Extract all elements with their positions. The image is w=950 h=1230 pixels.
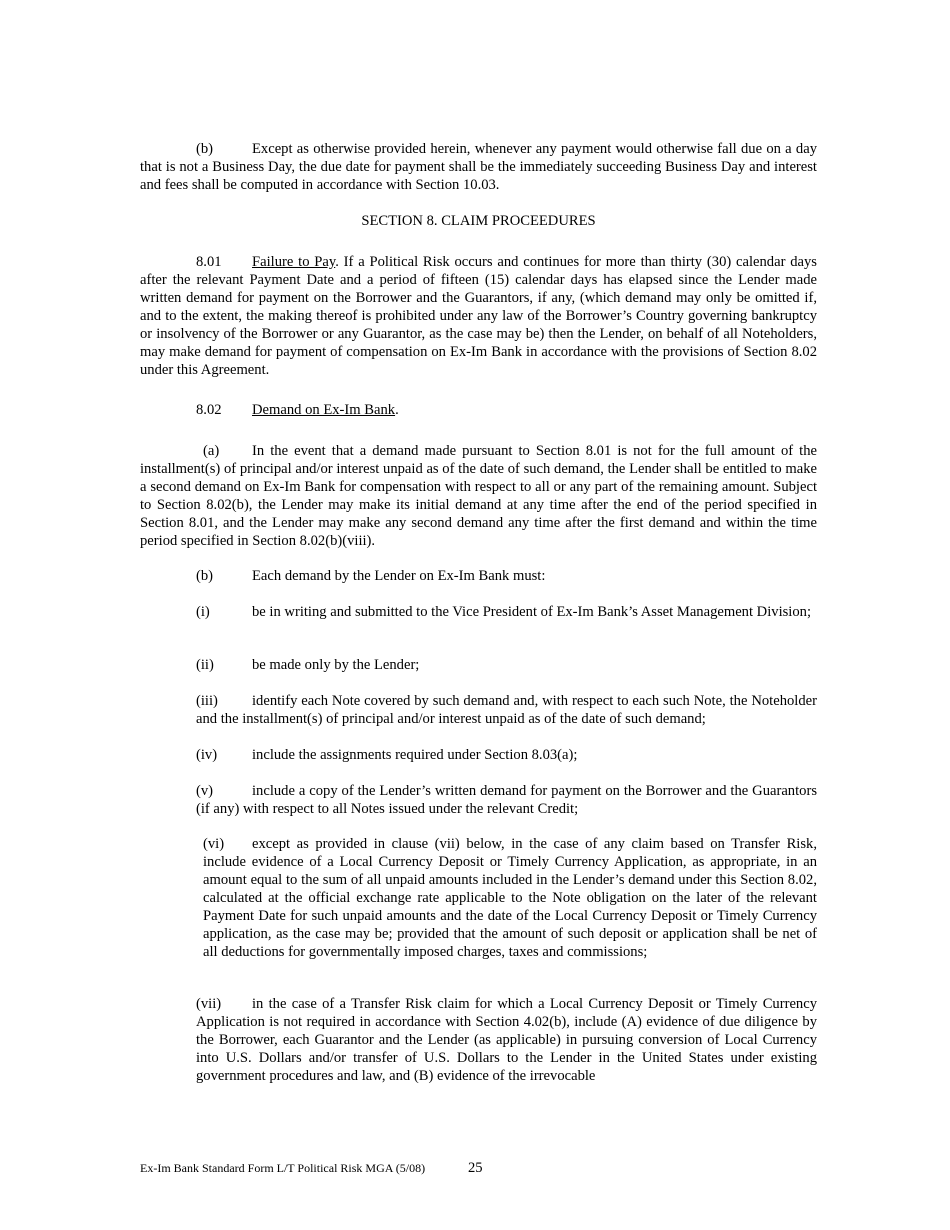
item-text: be in writing and submitted to the Vice President of Ex-Im Bank’s Asset Management Division;	[252, 604, 812, 620]
section-number: 8.02	[196, 402, 222, 418]
item-text: identify each Note covered by such demand and, with respect to each such Note, the Noteholder and the installment(s) of principal and/or interest unpaid as of the date of such demand;	[196, 693, 817, 727]
section-title-suffix: .	[395, 402, 399, 418]
list-item	[196, 782, 817, 818]
list-item	[196, 995, 817, 1085]
item-label: (ii)	[196, 657, 214, 673]
paragraph-label: (b)	[196, 568, 214, 584]
paragraph-label: (a)	[203, 443, 220, 459]
item-text: except as provided in clause (vii) below, in the case of any claim based on Transfer Risk, include evidence of a Local Currency Deposit or Timely Currency Application, as appropriate, in an amount equal to the sum of all unpaid amounts included in the Lender’s demand under this Section 8.02, calculated at the official exchange rate applicable to the Note obligation on the later of the relevant Payment Date for such unpaid amounts and the date of the Local Currency Deposit or Timely Currency application, as the case may be; provided that the amount of such deposit or application shall be net of all deductions for governmentally imposed charges, taxes and commissions;	[203, 836, 817, 960]
paragraph-label: (b)	[196, 141, 214, 157]
section-8-02-a	[140, 442, 817, 550]
paragraph-text: In the event that a demand made pursuant to Section 8.01 is not for the full amount of the installment(s) of principal and/or interest unpaid as of the date of such demand, the Lender shall be entitled to make a second demand on Ex-Im Bank for compensation with respect to all or any part of the remaining amount. Subject to Section 8.02(b), the Lender may make its initial demand at any time after the end of the period specified in Section 8.01, and the Lender may make any second demand any time after the first demand and within the time period specified in Section 8.02(b)(viii).	[140, 443, 817, 549]
item-text: be made only by the Lender;	[252, 657, 420, 673]
list-item	[196, 656, 817, 674]
item-label: (iii)	[196, 693, 218, 709]
section-heading: SECTION 8. CLAIM PROCEEDURES	[361, 213, 596, 229]
item-text: include the assignments required under Section 8.03(a);	[252, 747, 578, 763]
list-item	[196, 603, 817, 621]
paragraph-b-top	[140, 140, 817, 194]
footer-form-name: Ex-Im Bank Standard Form L/T Political Risk MGA (5/08)	[140, 1161, 426, 1175]
section-text: . If a Political Risk occurs and continues for more than thirty (30) calendar days after the relevant Payment Date and a period of fifteen (15) calendar days has elapsed since the Lender made written demand for payment on the Borrower and the Guarantors, if any, (which demand may only be omitted if, and to the extent, the making thereof is prohibited under any law of the Borrower’s Country governing bankruptcy or insolvency of the Borrower or any Guarantor, as the case may be) then the Lender, on behalf of all Noteholders, may make demand for payment of compensation on Ex-Im Bank in accordance with the provisions of Section 8.02 under this Agreement.	[140, 254, 817, 378]
list-item	[196, 746, 817, 764]
item-label: (vii)	[196, 996, 222, 1012]
item-label: (vi)	[203, 836, 225, 852]
section-title: Demand on Ex-Im Bank	[252, 402, 396, 418]
section-8-01	[140, 253, 817, 379]
paragraph-text: Each demand by the Lender on Ex-Im Bank must:	[252, 568, 546, 584]
item-text: include a copy of the Lender’s written demand for payment on the Borrower and the Guarantors (if any) with respect to all Notes issued under the relevant Credit;	[196, 783, 817, 817]
item-label: (iv)	[196, 747, 218, 763]
section-title: Failure to Pay	[252, 254, 336, 270]
section-8-02-b	[196, 567, 817, 585]
item-text: in the case of a Transfer Risk claim for which a Local Currency Deposit or Timely Currency Application is not required in accordance with Section 4.02(b), include (A) evidence of due diligence by the Borrower, each Guarantor and the Lender (as applicable) in pursuing conversion of Local Currency into U.S. Dollars and/or transfer of U.S. Dollars to the Lender in the United States under existing government procedures and law, and (B) evidence of the irrevocable	[196, 996, 817, 1084]
list-item	[203, 835, 817, 961]
list-item	[196, 692, 817, 728]
section-number: 8.01	[196, 254, 222, 270]
paragraph-text: Except as otherwise provided herein, whenever any payment would otherwise fall due on a day that is not a Business Day, the due date for payment shall be the immediately succeeding Business Day and interest and fees shall be computed in accordance with Section 10.03.	[140, 141, 817, 193]
page-number: 25	[468, 1160, 483, 1176]
item-label: (i)	[196, 604, 210, 620]
section-8-02	[140, 401, 817, 419]
item-label: (v)	[196, 783, 214, 799]
